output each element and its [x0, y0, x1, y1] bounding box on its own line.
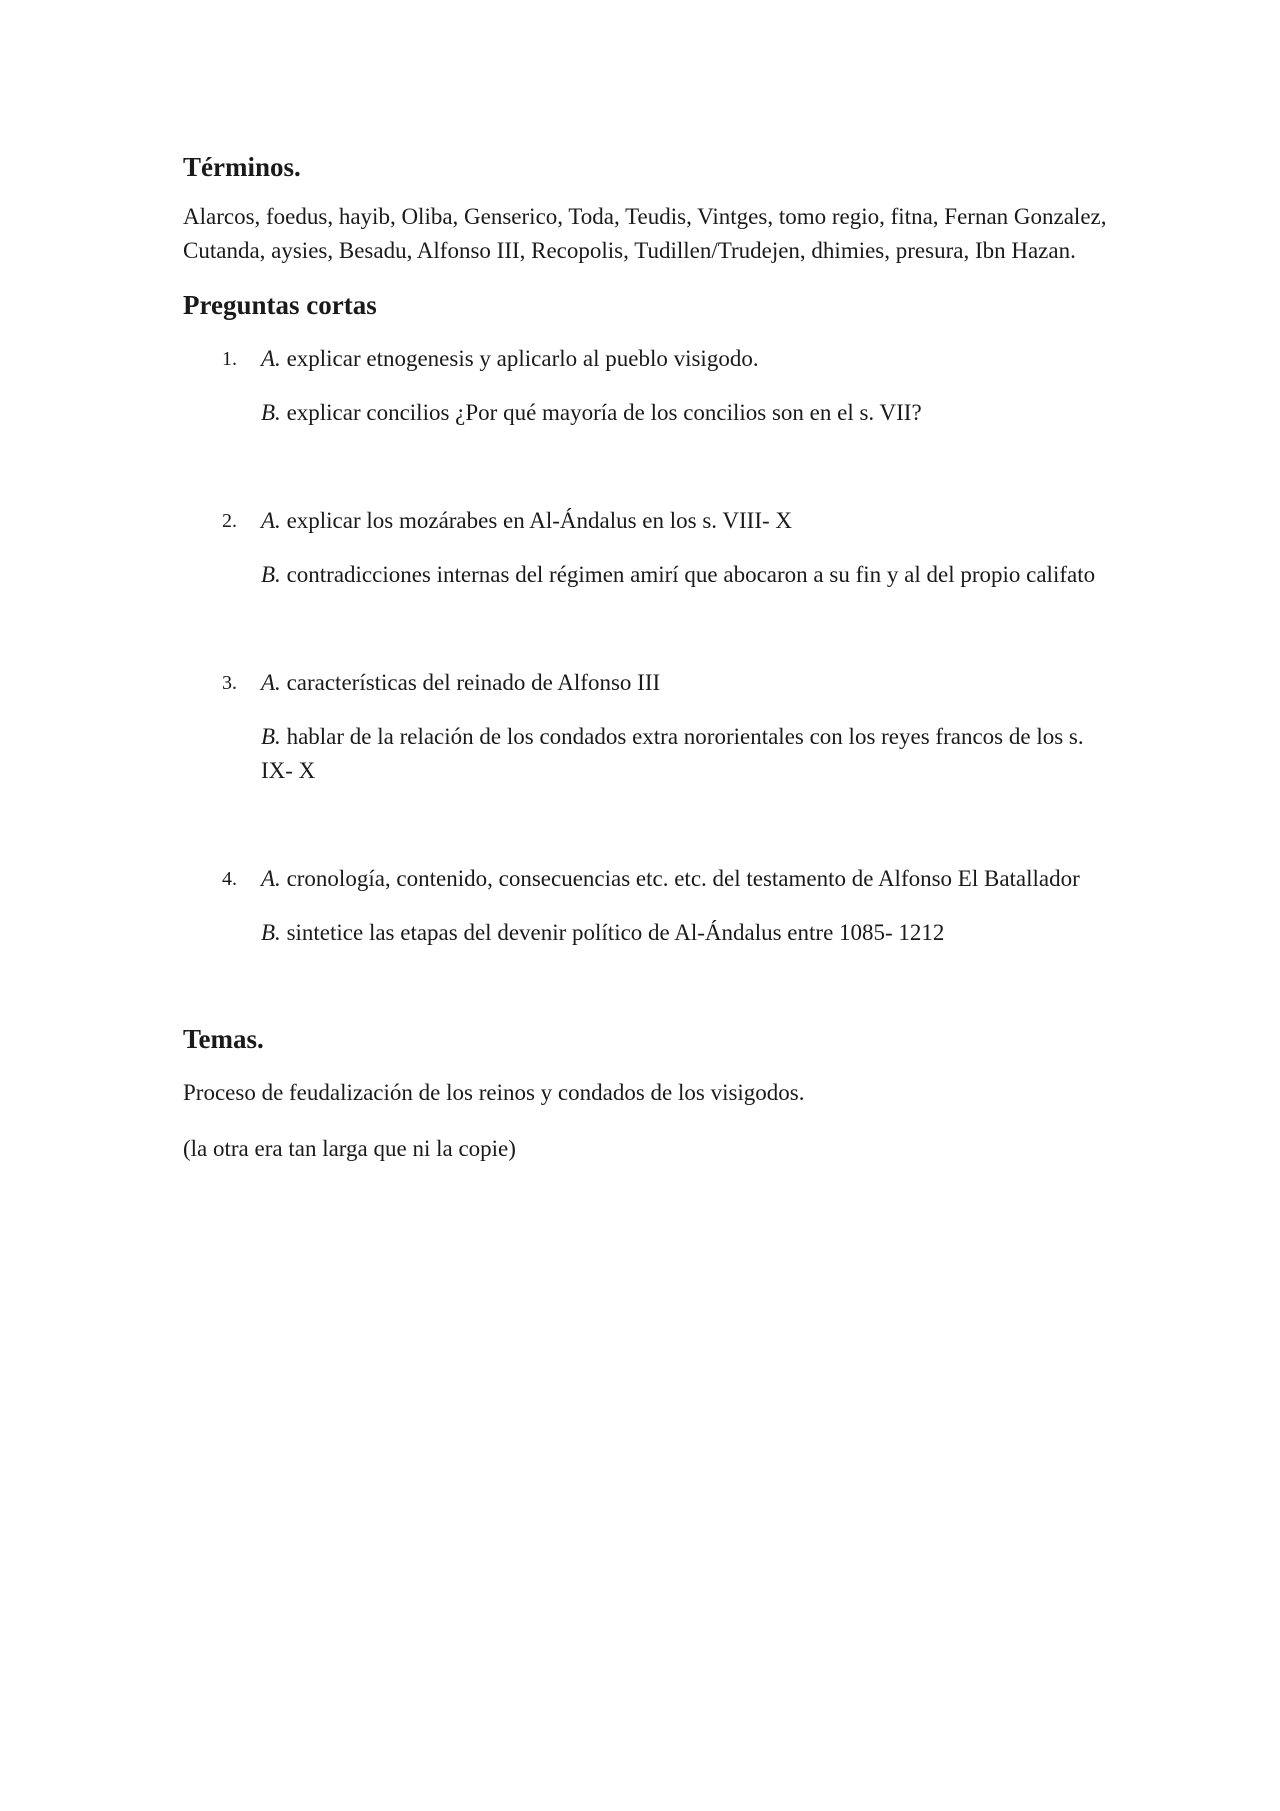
- part-letter: B.: [261, 400, 281, 425]
- document-page: [183, 150, 1113, 1166]
- terminos-list: Alarcos, foedus, hayib, Oliba, Genserico, Toda, Teudis, Vintges, tomo regio, fitna, Fernan Gonzalez, Cutanda, aysies, Besadu, Alfonso III, Recopolis, Tudillen/Trudejen, dhimies, presura, Ibn Hazan.: [183, 204, 1107, 263]
- question-number: 4.: [222, 868, 237, 890]
- question-part-b: [261, 558, 1113, 592]
- part-letter: B.: [261, 562, 281, 587]
- question-item-1: [183, 342, 1113, 430]
- part-letter: B.: [261, 920, 281, 945]
- question-part-a: [261, 666, 1113, 700]
- terminos-heading: Términos.: [183, 152, 301, 182]
- part-text: explicar etnogenesis y aplicarlo al pueblo visigodo.: [280, 346, 759, 371]
- part-text: contradicciones internas del régimen amirí que abocaron a su fin y al del propio califato: [280, 562, 1096, 587]
- question-number: 1.: [222, 348, 237, 370]
- question-part-a: [261, 342, 1113, 376]
- part-text: cronología, contenido, consecuencias etc. etc. del testamento de Alfonso El Batallador: [280, 866, 1080, 891]
- part-letter: B.: [261, 724, 281, 749]
- temas-note: (la otra era tan larga que ni la copie): [183, 1136, 516, 1161]
- temas-heading: Temas.: [183, 1024, 264, 1054]
- part-text: características del reinado de Alfonso III: [280, 670, 661, 695]
- question-part-b: [261, 916, 1113, 950]
- part-letter: A.: [261, 866, 281, 891]
- question-item-2: [183, 504, 1113, 592]
- part-letter: A.: [261, 508, 281, 533]
- question-part-b: [261, 396, 1113, 430]
- question-part-b: [261, 720, 1113, 788]
- question-part-a: [261, 862, 1113, 896]
- questions-list: [183, 342, 1113, 950]
- part-text: sintetice las etapas del devenir político de Al-Ándalus entre 1085- 1212: [280, 920, 945, 945]
- part-letter: A.: [261, 346, 281, 371]
- part-text: explicar los mozárabes en Al-Ándalus en los s. VIII- X: [280, 508, 793, 533]
- temas-text: Proceso de feudalización de los reinos y condados de los visigodos.: [183, 1080, 805, 1105]
- question-part-a: [261, 504, 1113, 538]
- preguntas-heading: Preguntas cortas: [183, 290, 377, 320]
- question-number: 2.: [222, 510, 237, 532]
- part-letter: A.: [261, 670, 281, 695]
- question-number: 3.: [222, 672, 237, 694]
- question-item-3: [183, 666, 1113, 788]
- part-text: explicar concilios ¿Por qué mayoría de los concilios son en el s. VII?: [280, 400, 922, 425]
- part-text: hablar de la relación de los condados extra nororientales con los reyes francos de los s. IX- X: [261, 724, 1084, 783]
- question-item-4: [183, 862, 1113, 950]
